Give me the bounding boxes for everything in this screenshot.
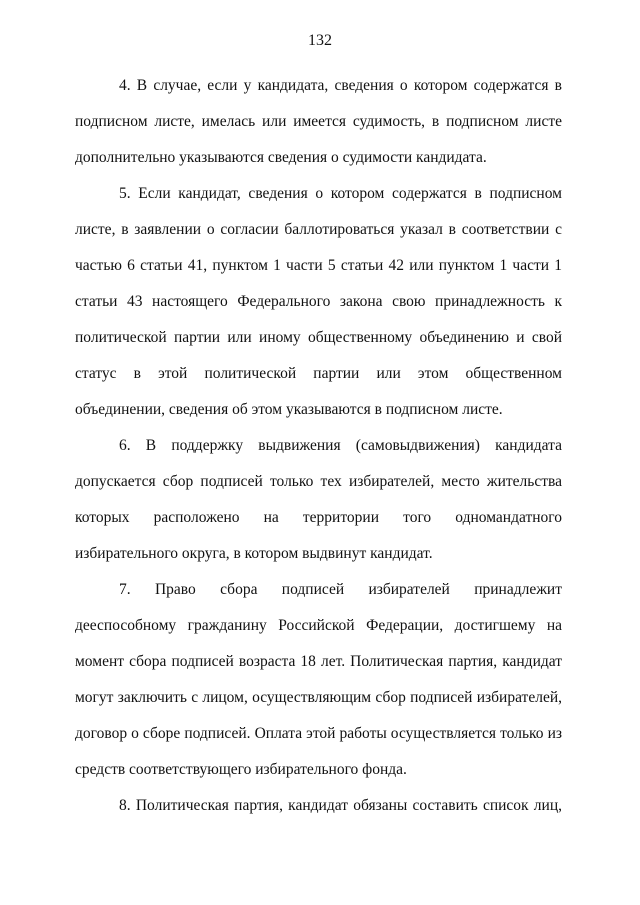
document-body	[75, 68, 562, 824]
paragraph-5: 5. Если кандидат, сведения о котором содержатся в подписном листе, в заявлении о согласии баллотироваться указал в соответствии с частью 6 статьи 41, пунктом 1 части 5 статьи 42 или пунктом 1 части 1 статьи 43 настоящего Федерального закона свою принадлежность к политической партии или иному общественному объединению и свой статус в этой политической партии или этом общественном объединении, сведения об этом указываются в подписном листе.	[75, 185, 562, 418]
paragraph-8: 8. Политическая партия, кандидат обязаны составить список лиц,	[119, 797, 562, 814]
paragraph-4: 4. В случае, если у кандидата, сведения о котором содержатся в подписном листе, имелась или имеется судимость, в подписном листе дополнительно указываются сведения о судимости кандидата.	[75, 77, 562, 166]
paragraph-6: 6. В поддержку выдвижения (самовыдвижения) кандидата допускается сбор подписей только тех избирателей, место жительства которых расположено на территории того одномандатного избирательного округа, в котором выдвинут кандидат.	[75, 437, 562, 562]
page-number: 132	[308, 32, 332, 49]
paragraph-7: 7. Право сбора подписей избирателей принадлежит дееспособному гражданину Российской Федерации, достигшему на момент сбора подписей возраста 18 лет. Политическая партия, кандидат могут заключить с лицом, осуществляющим сбор подписей избирателей, договор о сборе подписей. Оплата этой работы осуществляется только из средств соответствующего избирательного фонда.	[75, 581, 562, 778]
